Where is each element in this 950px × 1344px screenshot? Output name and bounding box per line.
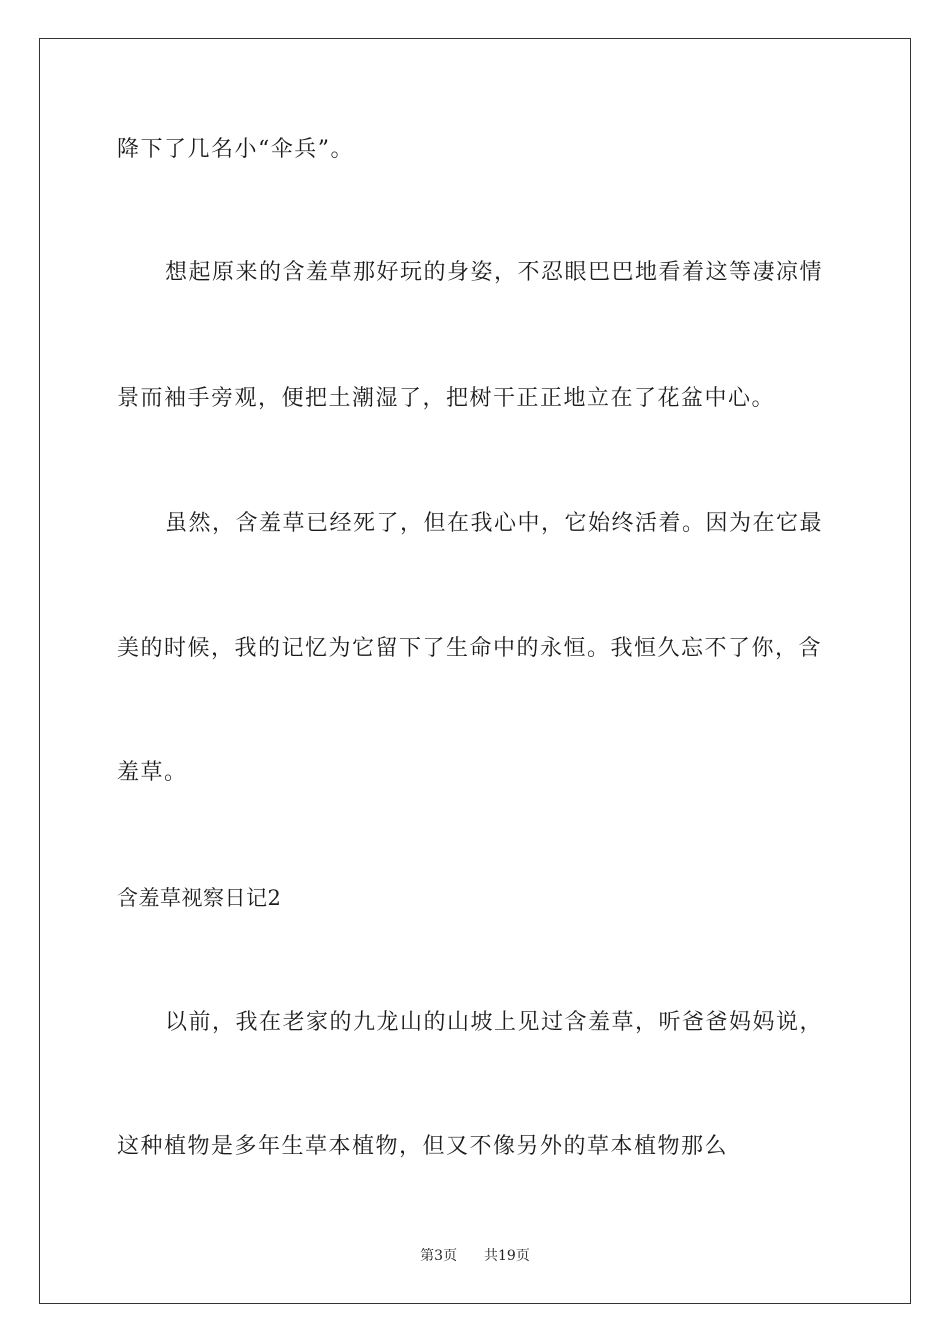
text-line-6: 羞草。 [117,760,188,785]
text-line-1: 降下了几名小“伞兵”。 [117,137,354,162]
page-frame [39,38,911,1304]
text-line-8: 这种植物是多年生草本植物，但又不像另外的草本植物那么 [117,1134,729,1159]
text-line-4: 虽然，含羞草已经死了，但在我心中，它始终活着。因为在它最 [165,511,824,536]
section-heading: 含羞草视察日记2 [117,886,282,910]
text-line-3: 景而袖手旁观，便把土潮湿了，把树干正正地立在了花盆中心。 [117,386,776,411]
page-footer [0,1246,950,1266]
text-line-7: 以前，我在老家的九龙山的山坡上见过含羞草，听爸爸妈妈说， [165,1010,824,1035]
text-line-5: 美的时候，我的记忆为它留下了生命中的永恒。我恒久忘不了你，含 [117,636,823,661]
page-number: 第3页 [420,1248,458,1264]
text-line-2: 想起原来的含羞草那好玩的身姿，不忍眼巴巴地看着这等凄凉情 [165,260,824,285]
page-total: 共19页 [484,1248,530,1264]
